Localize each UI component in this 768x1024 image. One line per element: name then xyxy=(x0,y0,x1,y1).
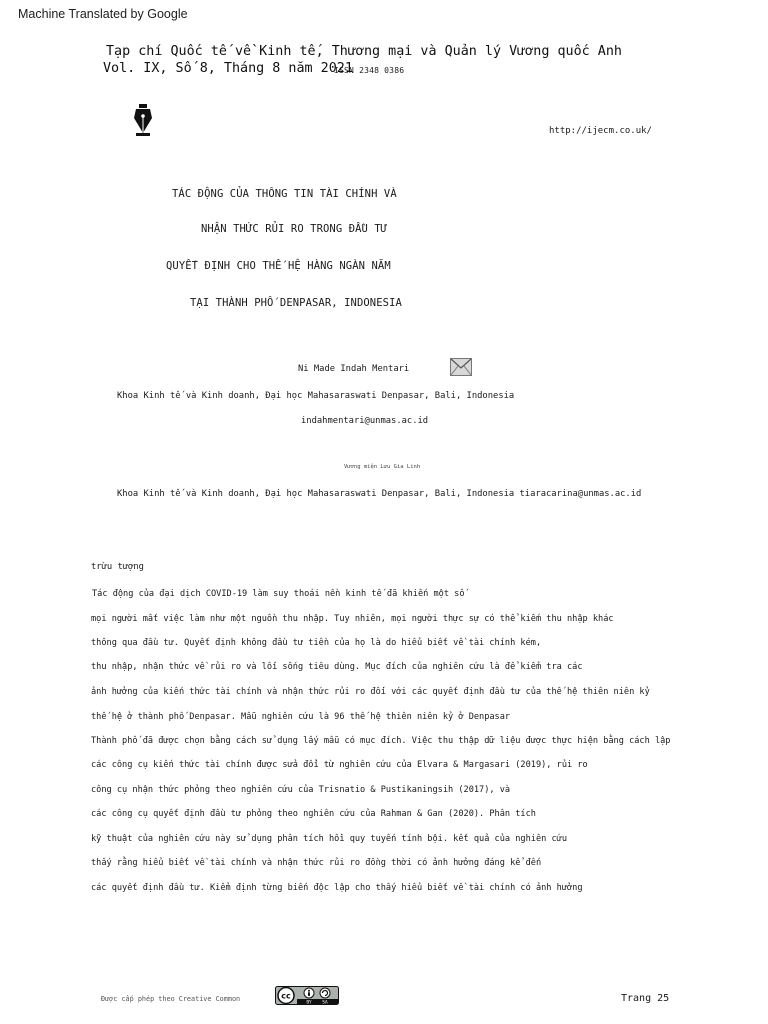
abstract-line: thu nhập, nhận thức về rủi ro và lối sống tiêu dùng. Mục đích của nghiên cứu là để kiểm tra các xyxy=(91,662,583,672)
paper-title-line-4: TẠI THÀNH PHỐ DENPASAR, INDONESIA xyxy=(190,297,402,309)
author-2-affiliation: Khoa Kinh tế và Kinh doanh, Đại học Mahasaraswati Denpasar, Bali, Indonesia tiaracarina@unmas.ac.id xyxy=(117,489,642,499)
abstract-line: ảnh hưởng của kiến thức tài chính và nhận thức rủi ro đối với các quyết định đầu tư của thế hệ thiên niên kỷ xyxy=(91,687,650,697)
abstract-line: Tác động của đại dịch COVID-19 làm suy thoái nền kinh tế đã khiến một số xyxy=(92,589,465,599)
fountain-pen-nib-icon xyxy=(132,104,154,136)
abstract-line: thế hệ ở thành phố Denpasar. Mẫu nghiên cứu là 96 thế hệ thiên niên kỷ ở Denpasar xyxy=(91,712,511,722)
author-1-email[interactable]: indahmentari@unmas.ac.id xyxy=(301,416,429,426)
license-text: Được cấp phép theo Creative Common xyxy=(101,995,241,1003)
abstract-line: Thành phố đã được chọn bằng cách sử dụng lấy mẫu có mục đích. Việc thu thập dữ liệu được thực hiện bằng cách lập xyxy=(91,736,671,746)
abstract-line: các quyết định đầu tư. Kiểm định từng biến độc lập cho thấy hiểu biết về tài chính có ảnh hưởng xyxy=(91,883,583,893)
page-number: Trang 25 xyxy=(621,993,670,1004)
abstract-heading: trừu tượng xyxy=(91,562,144,572)
abstract-line: các công cụ kiến thức tài chính được sửa đổi từ nghiên cứu của Elvara & Margasari (2019), rủi ro xyxy=(91,760,588,770)
cc-badge-top: cc xyxy=(281,991,291,1001)
journal-issn: ISSN 2348 0386 xyxy=(334,66,405,75)
abstract-line: công cụ nhận thức phỏng theo nghiên cứu của Trisnatio & Pustikaningsih (2017), và xyxy=(91,785,511,795)
abstract-line: các công cụ quyết định đầu tư phỏng theo nghiên cứu của Rahman & Gan (2020). Phân tích xyxy=(91,809,536,819)
abstract-line: kỹ thuật của nghiên cứu này sử dụng phân tích hồi quy tuyến tính bội. kết quả của nghiên cứu xyxy=(91,834,567,844)
cc-badge-by: BY xyxy=(306,999,312,1005)
paper-title-line-2: NHẬN THỨC RỦI RO TRONG ĐẦU TƯ xyxy=(201,223,388,235)
abstract-line: thông qua đầu tư. Quyết định không đầu tư tiền của họ là do hiểu biết về tài chính kém, xyxy=(91,638,542,648)
author-1-affiliation: Khoa Kinh tế và Kinh doanh, Đại học Mahasaraswati Denpasar, Bali, Indonesia xyxy=(117,391,515,401)
journal-name: Tạp chí Quốc tế về Kinh tế, Thương mại và Quản lý Vương quốc Anh xyxy=(106,44,622,59)
cc-badge-sa: SA xyxy=(322,999,328,1005)
creative-commons-badge-icon[interactable] xyxy=(275,986,339,1005)
abstract-line: mọi người mất việc làm như một nguồn thu nhập. Tuy nhiên, mọi người thực sự có thể kiếm thu nhập khác xyxy=(91,614,614,624)
paper-title-line-1: TÁC ĐỘNG CỦA THÔNG TIN TÀI CHÍNH VÀ xyxy=(172,188,397,200)
paper-title-line-3: QUYẾT ĐỊNH CHO THẾ HỆ HÀNG NGÀN NĂM xyxy=(166,260,391,272)
author-1-name: Ni Made Indah Mentari xyxy=(298,364,410,374)
abstract-line: thấy rằng hiểu biết về tài chính và nhận thức rủi ro đồng thời có ảnh hưởng đáng kể đến xyxy=(91,858,542,868)
machine-translated-banner: Machine Translated by Google xyxy=(18,7,188,21)
author-2-name: Vương miện Lưu Gia Linh xyxy=(344,464,421,470)
envelope-icon[interactable] xyxy=(450,358,472,376)
journal-url[interactable]: http://ijecm.co.uk/ xyxy=(549,126,652,136)
journal-issue: Vol. IX, Số 8, Tháng 8 năm 2021 xyxy=(103,61,353,76)
